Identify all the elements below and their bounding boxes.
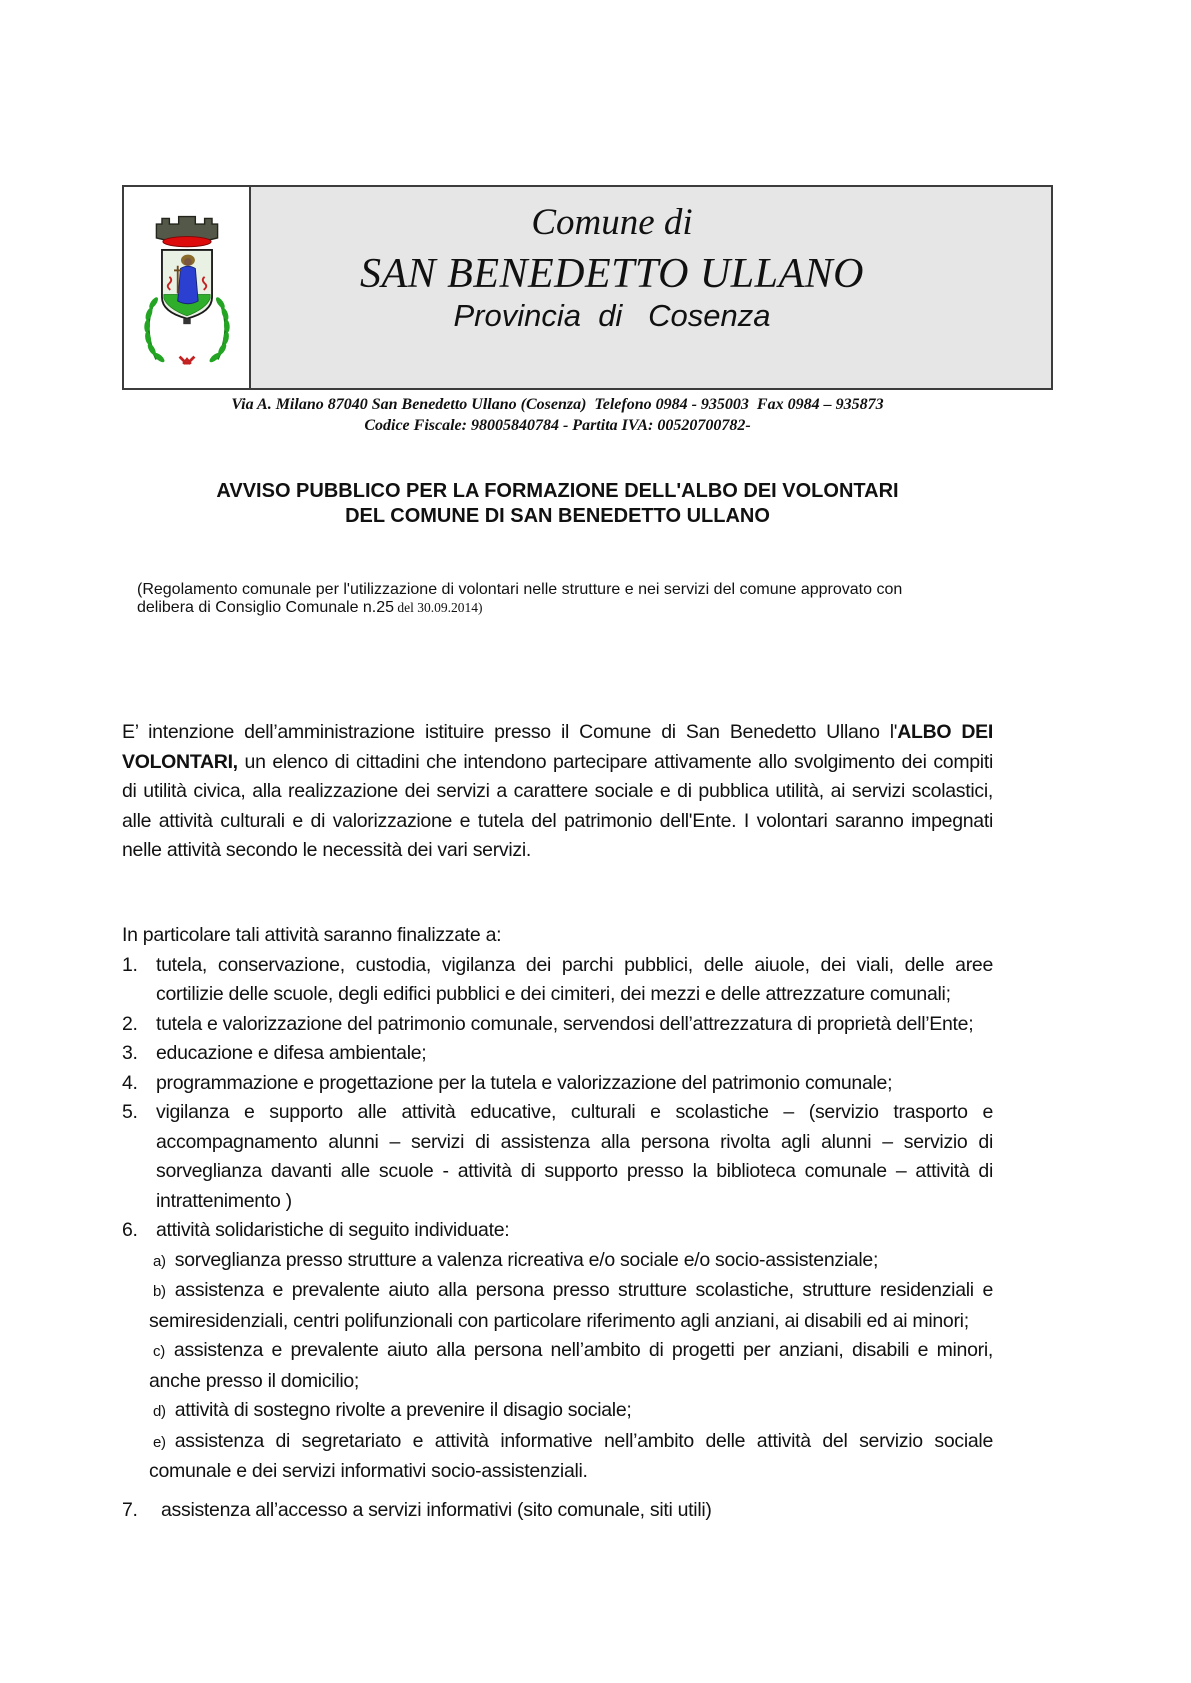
list-item: 3. educazione e difesa ambientale; xyxy=(122,1042,427,1064)
list-item: 6. attività solidaristiche di seguito individuate: xyxy=(122,1219,510,1241)
municipality-name: SAN BENEDETTO ULLANO xyxy=(360,251,864,297)
coat-of-arms-cell xyxy=(124,187,249,388)
letterhead xyxy=(122,185,1053,390)
sub-list-item: e) assistenza di segretariato e attività informative nell’ambito delle attività del servizio sociale comunale e dei servizi informativi socio-assistenziali. xyxy=(149,1429,993,1482)
intro-paragraph: E’ intenzione dell’amministrazione istituire presso il Comune di San Benedetto Ullano l'ALBO DEI VOLONTARI, un elenco di cittadini che intendono partecipare attivamente allo svolgimento dei compiti di utilità civica, alla realizzazione dei servizi a carattere sociale e di pubblica utilità, ai servizi scolastici, alle attività culturali e di valorizzazione e tutela del patrimonio dell'Ente. I volontari saranno impegnati nelle attività secondo le necessità dei vari servizi. xyxy=(122,721,993,861)
regulation-reference xyxy=(137,581,997,616)
sub-list-item: c) assistenza e prevalente aiuto alla persona nell’ambito di progetti per anziani, disabili e minori, anche presso il domicilio; xyxy=(149,1339,993,1392)
shield-pedestal xyxy=(183,319,190,325)
letterhead-contacts xyxy=(122,394,993,436)
municipality-prefix: Comune di xyxy=(531,202,693,243)
laurel-ribbon xyxy=(179,357,194,364)
sub-list-item: a) sorveglianza presso strutture a valenza ricreativa e/o sociale e/o socio-assistenziale; xyxy=(153,1248,879,1271)
sub-list-item: d) attività di sostegno rivolte a prevenire il disagio sociale; xyxy=(153,1399,632,1421)
list-item: 5. vigilanza e supporto alle attività educative, culturali e scolastiche – (servizio trasporto e accompagnamento alunni – servizi di assistenza alla persona rivolta agli alunni – servizio di sorveglianza davanti alle scuole - attività di supporto presso la biblioteca comunale – attività di intrattenimento ) xyxy=(122,1101,993,1212)
saint-head xyxy=(184,258,192,266)
saint-robe xyxy=(177,266,197,304)
regulation-line2: delibera di Consiglio Comunale n.25 del 30.09.2014) xyxy=(137,598,483,616)
crown-red-band xyxy=(162,237,210,247)
list-item: 4. programmazione e progettazione per la tutela e valorizzazione del patrimonio comunale; xyxy=(122,1071,893,1094)
activities-list xyxy=(122,921,993,1525)
letterhead-title-band xyxy=(249,187,1051,388)
notice-title-line2: DEL COMUNE DI SAN BENEDETTO ULLANO xyxy=(345,505,770,527)
notice-title-line1: AVVISO PUBBLICO PER LA FORMAZIONE DELL'ALBO DEI VOLONTARI xyxy=(216,480,899,502)
laurel-left-leaves xyxy=(143,296,165,364)
sub-list-item: b) assistenza e prevalente aiuto alla persona presso strutture scolastiche, strutture residenziali e semiresidenziali, centri polifunzionali con particolare riferimento agli anziani, ai disabili ed ai minori; xyxy=(149,1279,993,1332)
albo-volontari-bold: ALBO DEI VOLONTARI, xyxy=(122,721,993,773)
list-item: 2. tutela e valorizzazione del patrimonio comunale, servendosi dell’attrezzatura di proprietà dell’Ente; xyxy=(122,1012,974,1035)
municipal-coat-of-arms-icon xyxy=(136,207,238,369)
address-line: Via A. Milano 87040 San Benedetto Ullano (Cosenza) Telefono 0984 - 935003 Fax 0984 – 935873 xyxy=(231,396,884,413)
notice-title xyxy=(122,479,993,529)
fiscal-line: Codice Fiscale: 98005840784 - Partita IVA: 00520700782- xyxy=(364,417,751,434)
regulation-line1: (Regolamento comunale per l'utilizzazione di volontari nelle strutture e nei servizi del comune approvato con xyxy=(137,581,903,598)
list-item: 1. tutela, conservazione, custodia, vigilanza dei parchi pubblici, delle aiuole, dei viali, delle aree cortilizie delle scuole, degli edifici pubblici e dei cimiteri, dei mezzi e delle attrezzature comunali; xyxy=(122,953,993,1005)
list-intro: In particolare tali attività saranno finalizzate a: xyxy=(122,924,502,946)
list-item: 7. assistenza all’accesso a servizi informativi (sito comunale, siti utili) xyxy=(122,1498,712,1521)
regulation-date: del 30.09.2014) xyxy=(394,599,483,615)
laurel-right-leaves xyxy=(208,296,230,364)
province-line: Provincia di Cosenza xyxy=(453,298,771,333)
